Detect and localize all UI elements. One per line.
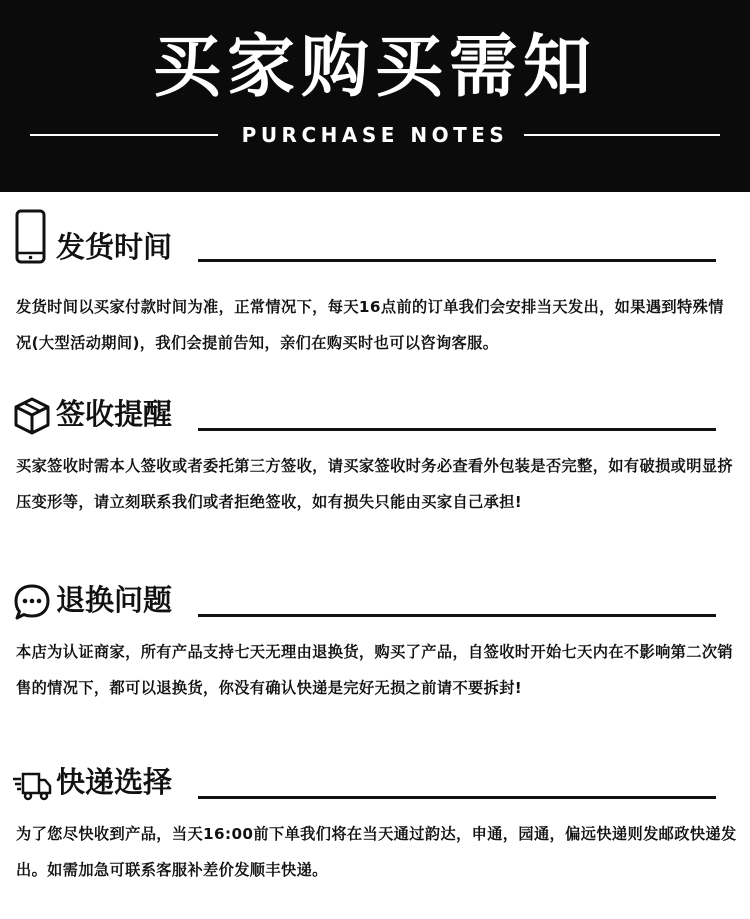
section-text: 本店为认证商家，所有产品支持七天无理由退换货，购买了产品，自签收时开始七天内在不影响第二次销售的情况下，都可以退换货，你没有确认快递是完好无损之前请不要拆封! [16,643,734,697]
section-rule [198,614,716,617]
section-text: 买家签收时需本人签收或者委托第三方签收，请买家签收时务必查看外包装是否完整，如有破损或明显挤压变形等，请立刻联系我们或者拒绝签收，如有损失只能由买家自己承担! [16,457,734,511]
package-box-icon [12,396,52,436]
section-title: 退换问题 [56,583,173,617]
header-banner [0,0,750,192]
header-divider-right [524,134,720,136]
section-rule [198,428,716,431]
section-title: 发货时间 [56,230,173,264]
section-rule [198,796,716,799]
page-subtitle: PURCHASE NOTES [241,123,509,147]
delivery-truck-icon [12,766,52,806]
section-title: 快递选择 [56,765,173,799]
section-title: 签收提醒 [56,397,173,431]
section-text: 发货时间以买家付款时间为准，正常情况下，每天16点前的订单我们会安排当天发出，如果遇到特殊情况(大型活动期间)，我们会提前告知，亲们在购买时也可以咨询客服。 [16,298,724,352]
phone-icon [12,209,52,249]
section-rule [198,259,716,262]
page-title: 买家购买需知 [152,28,597,107]
chat-bubble-icon [12,582,52,622]
section-text: 为了您尽快收到产品，当天16:00前下单我们将在当天通过韵达，申通，园通，偏远快递则发邮政快递发出。如需加急可联系客服补差价发顺丰快递。 [16,825,737,879]
